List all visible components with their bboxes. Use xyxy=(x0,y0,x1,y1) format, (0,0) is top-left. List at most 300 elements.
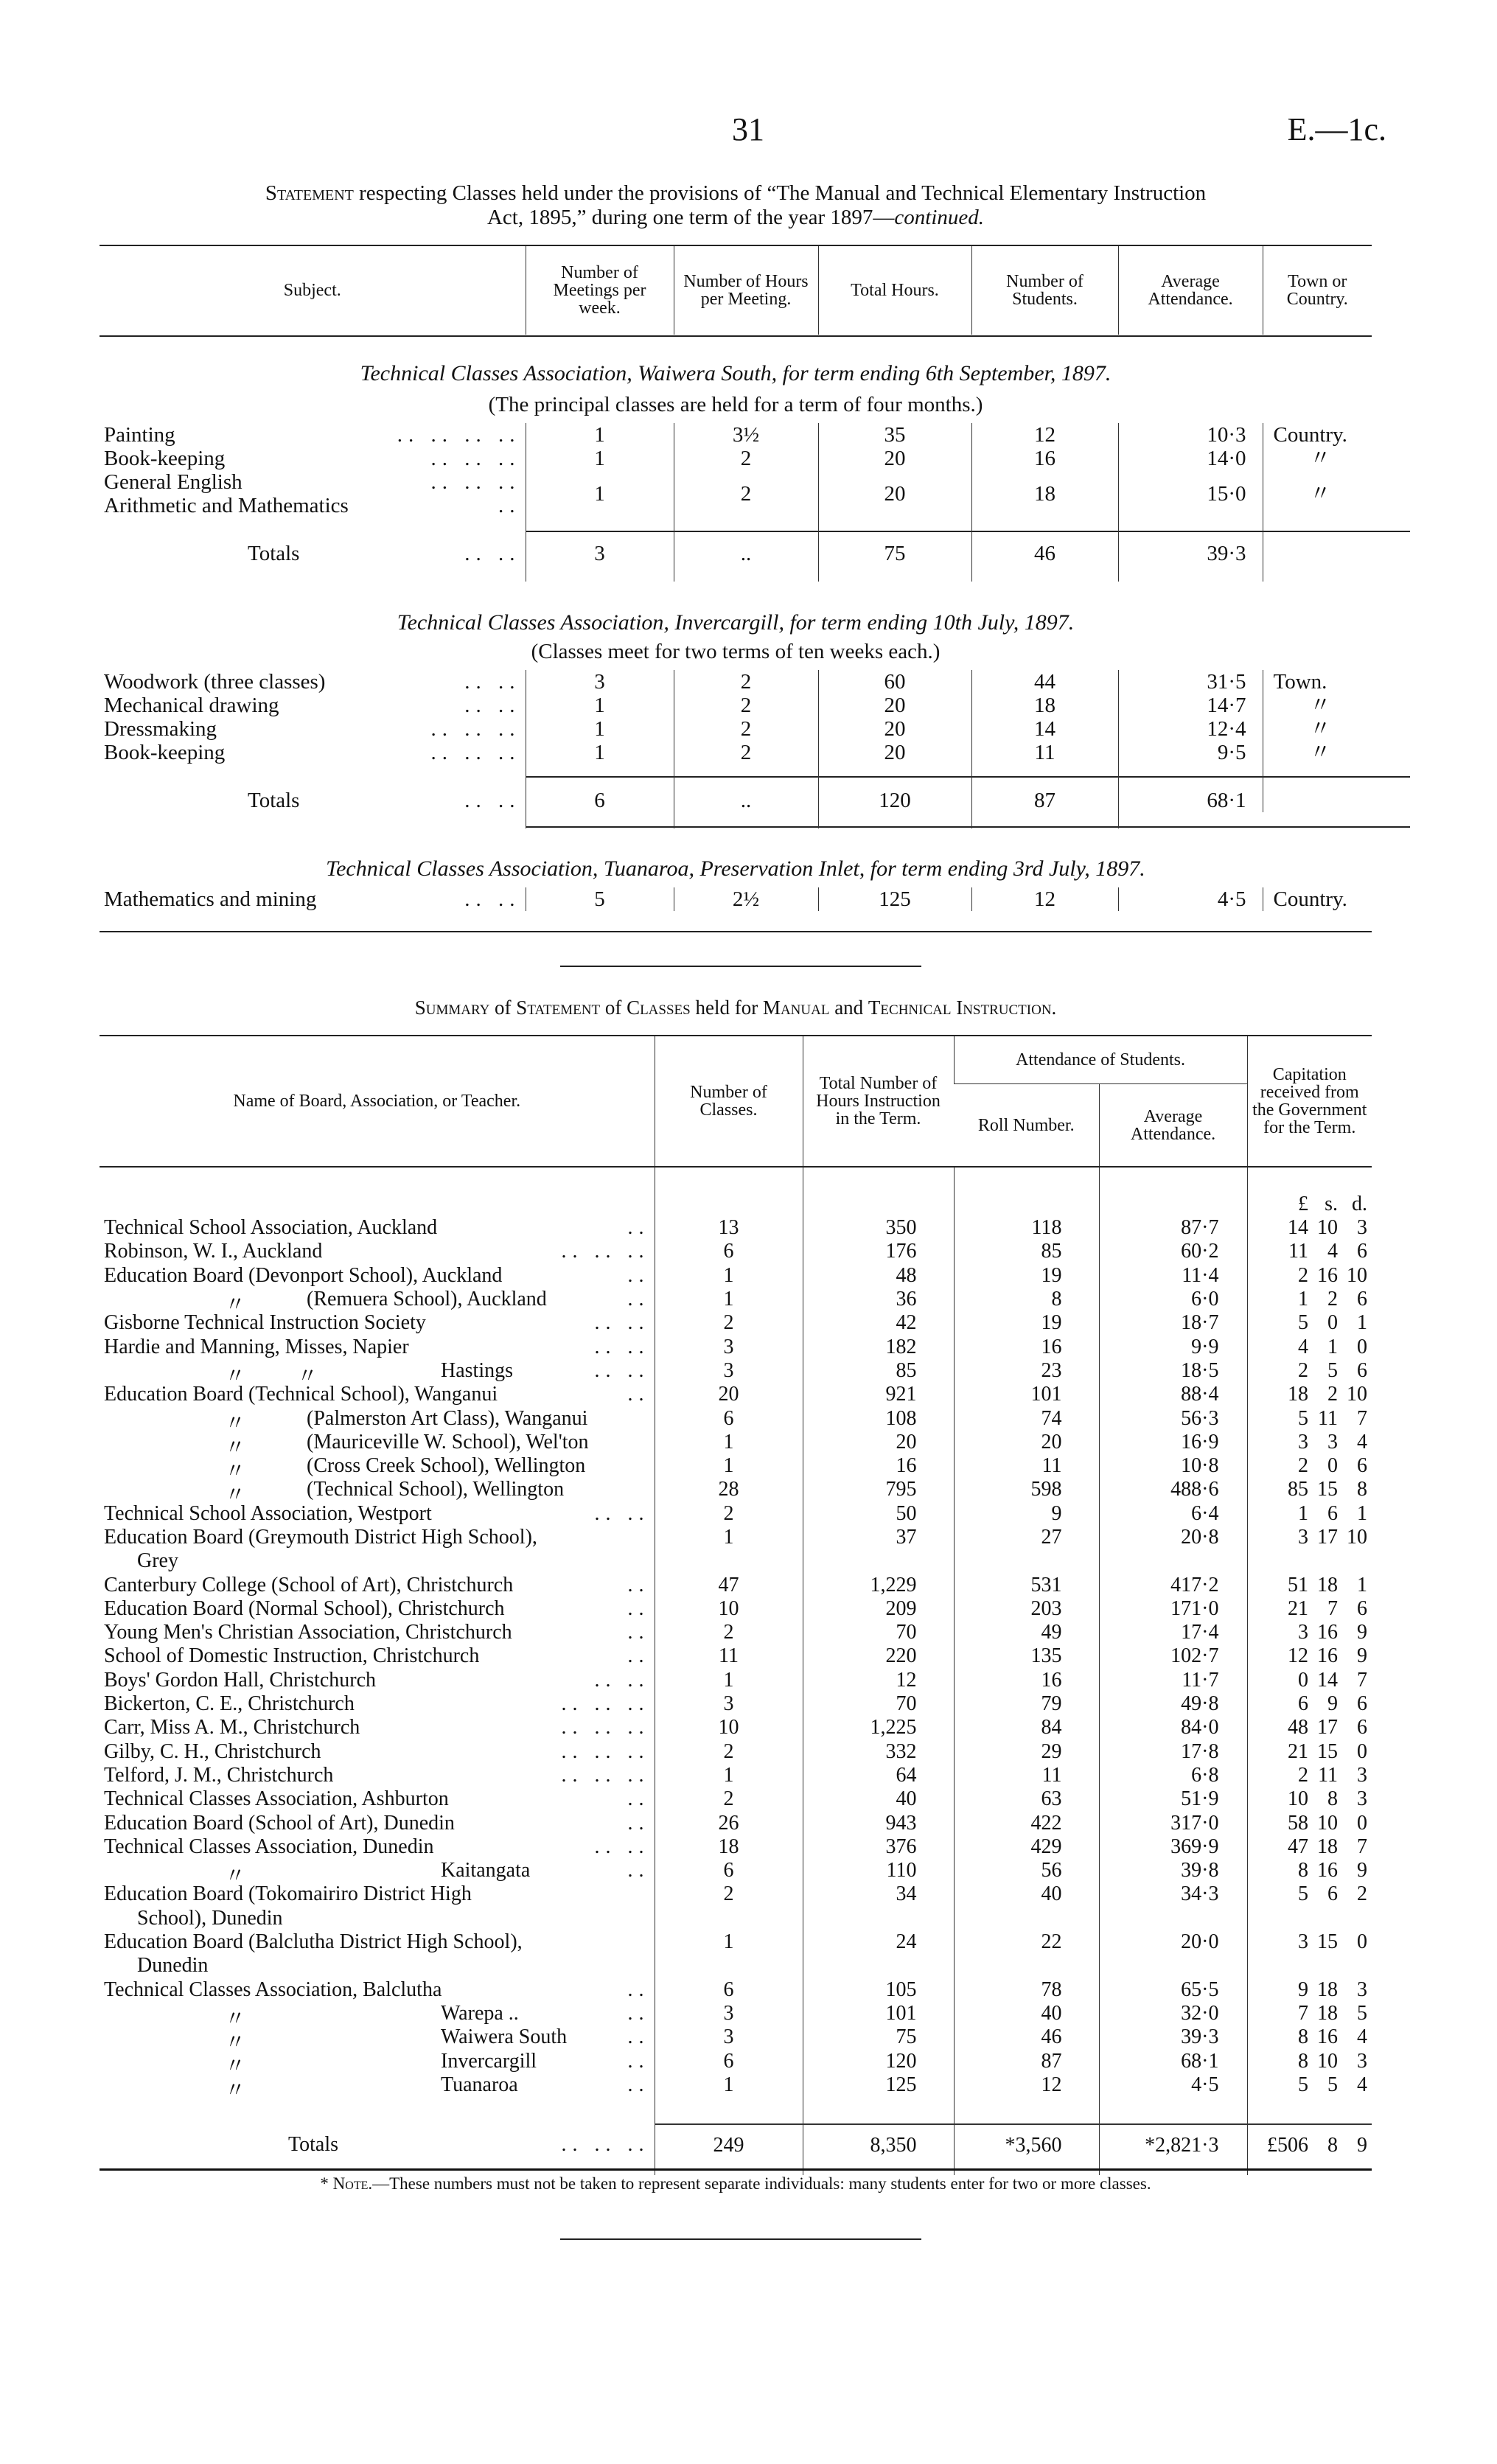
name-cell xyxy=(100,1692,655,1716)
cell-hours: 120 xyxy=(803,2049,954,2073)
cell-avg: 51·9 xyxy=(1099,1787,1247,1811)
amount-s: 5 xyxy=(1327,1358,1338,1382)
summary-title-part: Technical Instruction xyxy=(868,997,1052,1019)
cell-roll: 49 xyxy=(954,1621,1099,1644)
cell-roll: 84 xyxy=(954,1716,1099,1739)
ditto-mark: 〃 xyxy=(225,2079,246,2097)
capitation-cell xyxy=(1247,2002,1372,2025)
cell-students: 18 xyxy=(971,694,1118,717)
cell-classes: 20 xyxy=(655,1383,803,1406)
spacer-cell xyxy=(818,565,971,582)
capitation-cell xyxy=(1247,1907,1372,1930)
spacer-cell xyxy=(674,565,818,582)
spacer-row xyxy=(100,812,1372,828)
cell-classes: 2 xyxy=(655,1787,803,1811)
totals-avg: 39·3 xyxy=(1118,542,1263,565)
name-line xyxy=(104,1431,650,1454)
leader-dots: .. .. xyxy=(464,670,521,694)
leader-dots: .. xyxy=(627,1978,650,2001)
amount-d: 4 xyxy=(1357,2073,1367,2096)
cell-roll: 19 xyxy=(954,1264,1099,1288)
cell-students: 18 xyxy=(971,470,1118,517)
title-line2: Act, 1895,” during one term of the year 1897— xyxy=(486,206,895,229)
amount-s: 18 xyxy=(1317,2001,1338,2025)
name-line xyxy=(104,1740,650,1764)
capitation-cell xyxy=(1247,1431,1372,1454)
name-cell xyxy=(100,1859,655,1882)
cell-avg: 60·2 xyxy=(1099,1240,1247,1263)
amount-d: 1 xyxy=(1357,1573,1367,1596)
name-cell xyxy=(100,1954,655,1978)
totals-row xyxy=(100,2124,1372,2166)
amount-s: 15 xyxy=(1317,1478,1338,1501)
cell-meetings: 1 xyxy=(526,423,674,447)
cell-roll: 56 xyxy=(954,1859,1099,1882)
leader-dots: .. .. xyxy=(594,1668,650,1692)
cell-hours: 220 xyxy=(803,1644,954,1668)
amount-s: 8 xyxy=(1327,2133,1338,2157)
cell-avg: 417·2 xyxy=(1099,1573,1247,1596)
summary-header-classes: Number of Classes. xyxy=(655,1036,803,1166)
cell-roll: 12 xyxy=(954,2073,1099,2097)
ditto-mark: 〃 xyxy=(225,2031,246,2050)
lsd-value xyxy=(1252,2002,1368,2025)
table-row xyxy=(100,887,1372,911)
name-text: (Palmerston Art Class), Wanganui xyxy=(307,1406,588,1430)
summary-header-average: Average Attendance. xyxy=(1099,1084,1247,1166)
summary-end-rule xyxy=(100,2168,1372,2171)
cell-hours: 2 xyxy=(674,717,818,741)
name-line xyxy=(104,1835,650,1859)
cell-roll: 63 xyxy=(954,1787,1099,1811)
cell-classes: 1 xyxy=(655,1930,803,1954)
totals-label: Totals xyxy=(248,542,300,565)
cell-classes: 2 xyxy=(655,1621,803,1644)
cell-total: 35 xyxy=(818,423,971,447)
capitation-cell xyxy=(1247,1692,1372,1716)
amount-s: 0 xyxy=(1327,1311,1338,1335)
amount-l: 21 xyxy=(1288,1596,1308,1620)
amount-s: 11 xyxy=(1318,1406,1338,1430)
summary-title-part: Manual xyxy=(762,997,830,1019)
summary-title-part: Summary xyxy=(414,997,490,1019)
amount-s: 9 xyxy=(1327,1692,1338,1716)
leader-dots: .. .. xyxy=(464,789,521,812)
amount-s: 18 xyxy=(1317,1573,1338,1596)
summary-header-hours: Total Number of Hours Instruction in the Term. xyxy=(803,1036,954,1166)
spacer-cell xyxy=(100,1168,655,1216)
spacer-cell xyxy=(818,764,971,789)
cell-students: 11 xyxy=(971,741,1118,764)
table-row xyxy=(100,1692,1372,1716)
summary-header-capitation: Capitation received from the Government for the Term. xyxy=(1247,1036,1372,1166)
amount-d: 9 xyxy=(1357,1621,1367,1644)
amount-l: 48 xyxy=(1288,1716,1308,1739)
table-row xyxy=(100,1787,1372,1811)
name-line xyxy=(104,1311,650,1335)
table-row xyxy=(100,1549,1372,1573)
table-row xyxy=(100,1740,1372,1764)
name-text: School of Domestic Instruction, Christchurch xyxy=(104,1644,480,1668)
name-line xyxy=(104,1812,650,1835)
name-cell xyxy=(100,1264,655,1288)
cell-total: 20 xyxy=(818,447,971,470)
document-reference: E.—1c. xyxy=(1287,111,1386,147)
amount-s: 3 xyxy=(1327,1430,1338,1453)
spacer-cell xyxy=(1118,812,1263,828)
table-row xyxy=(100,1716,1372,1739)
spacer-cell xyxy=(1263,812,1372,828)
cell-classes: 47 xyxy=(655,1573,803,1596)
summary-title-part: Statement xyxy=(516,997,601,1019)
lsd-value xyxy=(1252,1644,1368,1668)
summary-title-part: held for xyxy=(690,997,763,1019)
name-cell xyxy=(100,1359,655,1383)
title-lead: Statement xyxy=(265,181,354,205)
amount-d: 3 xyxy=(1357,1787,1367,1811)
name-cell xyxy=(100,1311,655,1335)
subject-cell xyxy=(100,887,526,911)
table-row xyxy=(100,470,1372,517)
cell-hours xyxy=(803,1549,954,1573)
separator-rule xyxy=(560,966,921,967)
amount-d: 3 xyxy=(1357,1978,1367,2001)
cell-roll xyxy=(954,1549,1099,1573)
lsd-value xyxy=(1252,1478,1368,1501)
table-row xyxy=(100,423,1372,447)
amount-l: 2 xyxy=(1298,1358,1308,1382)
amount-d: 6 xyxy=(1357,1358,1367,1382)
amount-d: 2 xyxy=(1357,1882,1367,1906)
cell-avg: 10·3 xyxy=(1118,423,1263,447)
amount-l: 1 xyxy=(1298,1288,1308,1311)
cell-hours: 2 xyxy=(674,447,818,470)
subject-cell xyxy=(100,741,526,764)
amount-s: 16 xyxy=(1317,2025,1338,2049)
leader-dots: .. .. .. xyxy=(561,1716,650,1739)
cell-hours xyxy=(803,1907,954,1930)
lsd-value xyxy=(1252,1835,1368,1859)
spacer-cell xyxy=(526,565,674,582)
amount-s: 6 xyxy=(1327,1882,1338,1906)
summary-title-part: of xyxy=(600,997,627,1019)
totals-row xyxy=(100,789,1372,812)
section-table xyxy=(100,423,1372,582)
lsd-value xyxy=(1252,1740,1368,1764)
name-text: (Mauriceville W. School), Wel'ton xyxy=(307,1430,589,1453)
cell-roll: 16 xyxy=(954,1669,1099,1692)
amount-s: 1 xyxy=(1327,1335,1338,1358)
cell-avg: 4·5 xyxy=(1118,887,1263,911)
cell-town: 〃 xyxy=(1263,447,1372,470)
capitation-cell xyxy=(1247,1740,1372,1764)
subject-name: Woodwork (three classes) xyxy=(104,670,326,694)
name-line xyxy=(104,1549,650,1573)
lsd-value xyxy=(1252,1216,1368,1240)
name-text: Dunedin xyxy=(137,1954,209,1978)
cell-roll xyxy=(954,1954,1099,1978)
ditto-mark: 〃 xyxy=(225,2055,246,2073)
cell-avg: 102·7 xyxy=(1099,1644,1247,1668)
amount-d: 8 xyxy=(1357,1478,1367,1501)
cell-roll: 429 xyxy=(954,1835,1099,1859)
footnote xyxy=(100,2174,1372,2193)
cell-meetings: 1 xyxy=(526,447,674,470)
totals-hours: .. xyxy=(674,789,818,812)
cell-avg: 171·0 xyxy=(1099,1597,1247,1621)
cell-avg: 18·5 xyxy=(1099,1359,1247,1383)
statement-header xyxy=(100,246,1372,335)
ditto-mark: 〃 xyxy=(225,1484,246,1502)
capitation-cell xyxy=(1247,1930,1372,1954)
name-cell xyxy=(100,2002,655,2025)
lsd-value xyxy=(1252,1882,1368,1906)
cell-meetings: 1 xyxy=(526,741,674,764)
lsd-value xyxy=(1252,2050,1368,2073)
name-line xyxy=(104,1859,650,1882)
spacer-row xyxy=(100,565,1372,582)
name-line xyxy=(104,1954,650,1978)
name-text: Warepa .. xyxy=(441,2001,519,2025)
cell-roll: 9 xyxy=(954,1502,1099,1526)
name-cell xyxy=(100,1835,655,1859)
leader-dots: .. xyxy=(627,1859,650,1882)
amount-d: 6 xyxy=(1357,1692,1367,1716)
capitation-cell xyxy=(1247,1954,1372,1978)
cell-hours: 20 xyxy=(803,1431,954,1454)
summary-title-part: . xyxy=(1051,997,1057,1019)
totals-capitation xyxy=(1247,2124,1372,2166)
header-students: Number of Students. xyxy=(971,246,1118,335)
spacer-cell xyxy=(100,764,526,789)
lsd-value xyxy=(1252,1621,1368,1644)
cell-classes: 26 xyxy=(655,1811,803,1835)
spacer-cell xyxy=(674,764,818,789)
table-row xyxy=(100,1216,1372,1240)
cell-avg: 39·8 xyxy=(1099,1859,1247,1882)
name-line xyxy=(104,1526,650,1549)
amount-s: 16 xyxy=(1317,1621,1338,1644)
leader-dots: .. xyxy=(627,1383,650,1406)
name-line xyxy=(104,1336,650,1359)
spacer-cell xyxy=(818,517,971,542)
spacer-cell xyxy=(100,2097,655,2124)
amount-d: 6 xyxy=(1357,1596,1367,1620)
capitation-cell xyxy=(1247,1288,1372,1311)
table-row xyxy=(100,2073,1372,2097)
cell-avg xyxy=(1099,1954,1247,1978)
subject-name: Dressmaking xyxy=(104,717,217,741)
ditto-mark: 〃 〃 xyxy=(225,1364,318,1383)
footer-rule xyxy=(560,2238,921,2240)
leader-dots: .. .. xyxy=(594,1311,650,1335)
amount-s: 10 xyxy=(1317,1216,1338,1240)
leader-dots: .. xyxy=(627,1787,650,1811)
name-text: Tuanaroa xyxy=(441,2073,518,2096)
name-cell xyxy=(100,1335,655,1358)
totals-line xyxy=(104,789,521,812)
statement-title xyxy=(100,181,1372,230)
amount-s: 10 xyxy=(1317,1811,1338,1835)
subject-name: Mechanical drawing xyxy=(104,694,279,717)
capitation-cell xyxy=(1247,1311,1372,1335)
cell-hours: 105 xyxy=(803,1978,954,2002)
capitation-cell xyxy=(1247,1240,1372,1263)
section-heading: Technical Classes Association, Waiwera South, for term ending 6th September, 1897. xyxy=(360,361,1112,385)
cell-roll: 422 xyxy=(954,1811,1099,1835)
cell-hours: 75 xyxy=(803,2025,954,2049)
section-subheading: (The principal classes are held for a term of four months.) xyxy=(488,393,983,416)
leader-dots: .. .. xyxy=(594,1358,650,1382)
capitation-cell xyxy=(1247,1621,1372,1644)
lsd-value xyxy=(1252,1859,1368,1882)
lsd-value xyxy=(1252,1288,1368,1311)
cell-town: 〃 xyxy=(1263,717,1372,741)
lsd-units xyxy=(1252,1193,1368,1216)
name-text: Kaitangata xyxy=(441,1859,531,1882)
cell-avg: 88·4 xyxy=(1099,1383,1247,1406)
cell-hours: 209 xyxy=(803,1597,954,1621)
table-row xyxy=(100,2049,1372,2073)
name-cell xyxy=(100,1478,655,1501)
table-row xyxy=(100,1240,1372,1263)
amount-s: 11 xyxy=(1318,1763,1338,1787)
cell-total: 125 xyxy=(818,887,971,911)
amount-s: 8 xyxy=(1327,1787,1338,1811)
amount-s: 0 xyxy=(1327,1454,1338,1478)
cell-hours: 16 xyxy=(803,1454,954,1478)
cell-avg: 20·0 xyxy=(1099,1930,1247,1954)
cell-avg: 65·5 xyxy=(1099,1978,1247,2002)
cell-avg: 11·4 xyxy=(1099,1264,1247,1288)
cell-hours: 921 xyxy=(803,1383,954,1406)
capitation-cell xyxy=(1247,1502,1372,1526)
name-line xyxy=(104,1359,650,1383)
currency-units xyxy=(1247,1168,1372,1216)
summary-title-part: and xyxy=(829,997,868,1019)
cell-hours: 108 xyxy=(803,1406,954,1430)
subject-cell xyxy=(100,694,526,717)
spacer-cell xyxy=(954,1168,1099,1216)
name-line xyxy=(104,1907,650,1930)
table-row xyxy=(100,1882,1372,1906)
header-total-hours: Total Hours. xyxy=(818,246,971,335)
name-line xyxy=(104,1264,650,1288)
name-text: Education Board (Greymouth District High School), xyxy=(104,1526,537,1549)
name-text: Education Board (Technical School), Wanganui xyxy=(104,1383,498,1406)
amount-d: 3 xyxy=(1357,1216,1367,1240)
lsd-value xyxy=(1252,1978,1368,2002)
name-cell xyxy=(100,1383,655,1406)
lsd-value xyxy=(1252,2134,1368,2157)
name-line xyxy=(104,1216,650,1240)
name-cell xyxy=(100,1597,655,1621)
name-line xyxy=(104,1930,650,1954)
cell-roll: 29 xyxy=(954,1740,1099,1764)
cell-hours: 40 xyxy=(803,1787,954,1811)
capitation-cell xyxy=(1247,1478,1372,1501)
spacer-cell xyxy=(100,517,526,542)
subject-line xyxy=(104,694,521,717)
table-row xyxy=(100,1526,1372,1549)
footnote-text: —These numbers must not be taken to represent separate individuals: many students enter for two or more classes. xyxy=(372,2174,1151,2193)
spacer-cell xyxy=(803,2097,954,2124)
amount-s: 15 xyxy=(1317,1739,1338,1763)
amount-l: 3 xyxy=(1298,1621,1308,1644)
cell-avg: 16·9 xyxy=(1099,1431,1247,1454)
name-line xyxy=(104,1240,650,1263)
name-cell xyxy=(100,1526,655,1549)
cell-avg: 34·3 xyxy=(1099,1882,1247,1906)
cell-classes: 10 xyxy=(655,1597,803,1621)
subject-name: Book-keeping xyxy=(104,447,226,470)
name-text: (Technical School), Wellington xyxy=(307,1478,565,1501)
name-text: Education Board (Normal School), Christchurch xyxy=(104,1596,505,1620)
capitation-cell xyxy=(1247,1597,1372,1621)
cell-hours: 101 xyxy=(803,2002,954,2025)
amount-l: 85 xyxy=(1288,1478,1308,1501)
table-row xyxy=(100,1359,1372,1383)
cell-hours: 943 xyxy=(803,1811,954,1835)
section-subheading: (Classes meet for two terms of ten weeks each.) xyxy=(531,640,941,663)
name-text: Technical Classes Association, Dunedin xyxy=(104,1835,434,1858)
cell-hours: 2 xyxy=(674,694,818,717)
name-text: Education Board (Balclutha District High School), xyxy=(104,1930,523,1954)
name-text: Bickerton, C. E., Christchurch xyxy=(104,1692,355,1716)
table-row xyxy=(100,1454,1372,1478)
lsd-value xyxy=(1252,1716,1368,1739)
subject-line xyxy=(104,717,521,741)
amount-l: 12 xyxy=(1288,1644,1308,1668)
spacer-cell xyxy=(100,565,526,582)
cell-roll: 40 xyxy=(954,1882,1099,1906)
name-cell xyxy=(100,1764,655,1787)
table-row xyxy=(100,1930,1372,1954)
ditto-mark: 〃 xyxy=(225,1865,246,1883)
name-line xyxy=(104,2050,650,2073)
totals-avg: 68·1 xyxy=(1118,789,1263,812)
table-row xyxy=(100,1764,1372,1787)
name-cell xyxy=(100,1787,655,1811)
cell-town: Country. xyxy=(1263,887,1372,911)
capitation-cell xyxy=(1247,1764,1372,1787)
leader-dots: .. xyxy=(627,1811,650,1835)
amount-s: 16 xyxy=(1317,1859,1338,1882)
subject-name: General English xyxy=(104,470,242,494)
totals-total: 120 xyxy=(818,789,971,812)
cell-roll: 8 xyxy=(954,1288,1099,1311)
name-cell xyxy=(100,1406,655,1430)
currency-units-row xyxy=(100,1168,1372,1216)
cell-hours: 350 xyxy=(803,1216,954,1240)
capitation-cell xyxy=(1247,1526,1372,1549)
amount-l: 5 xyxy=(1298,2073,1308,2096)
cell-avg: 15·0 xyxy=(1118,470,1263,517)
summary-title xyxy=(100,997,1372,1019)
name-cell xyxy=(100,1669,655,1692)
spacer-row xyxy=(100,517,1372,542)
totals-label: Totals xyxy=(248,789,300,812)
name-cell xyxy=(100,2124,655,2166)
totals-hours: .. xyxy=(674,542,818,565)
leader-dots: .. xyxy=(627,2025,650,2049)
leader-dots: .. .. xyxy=(464,887,521,911)
cell-classes: 18 xyxy=(655,1835,803,1859)
amount-s: 17 xyxy=(1317,1716,1338,1739)
cell-avg: 84·0 xyxy=(1099,1716,1247,1739)
cell-classes xyxy=(655,1954,803,1978)
table-row xyxy=(100,1264,1372,1288)
